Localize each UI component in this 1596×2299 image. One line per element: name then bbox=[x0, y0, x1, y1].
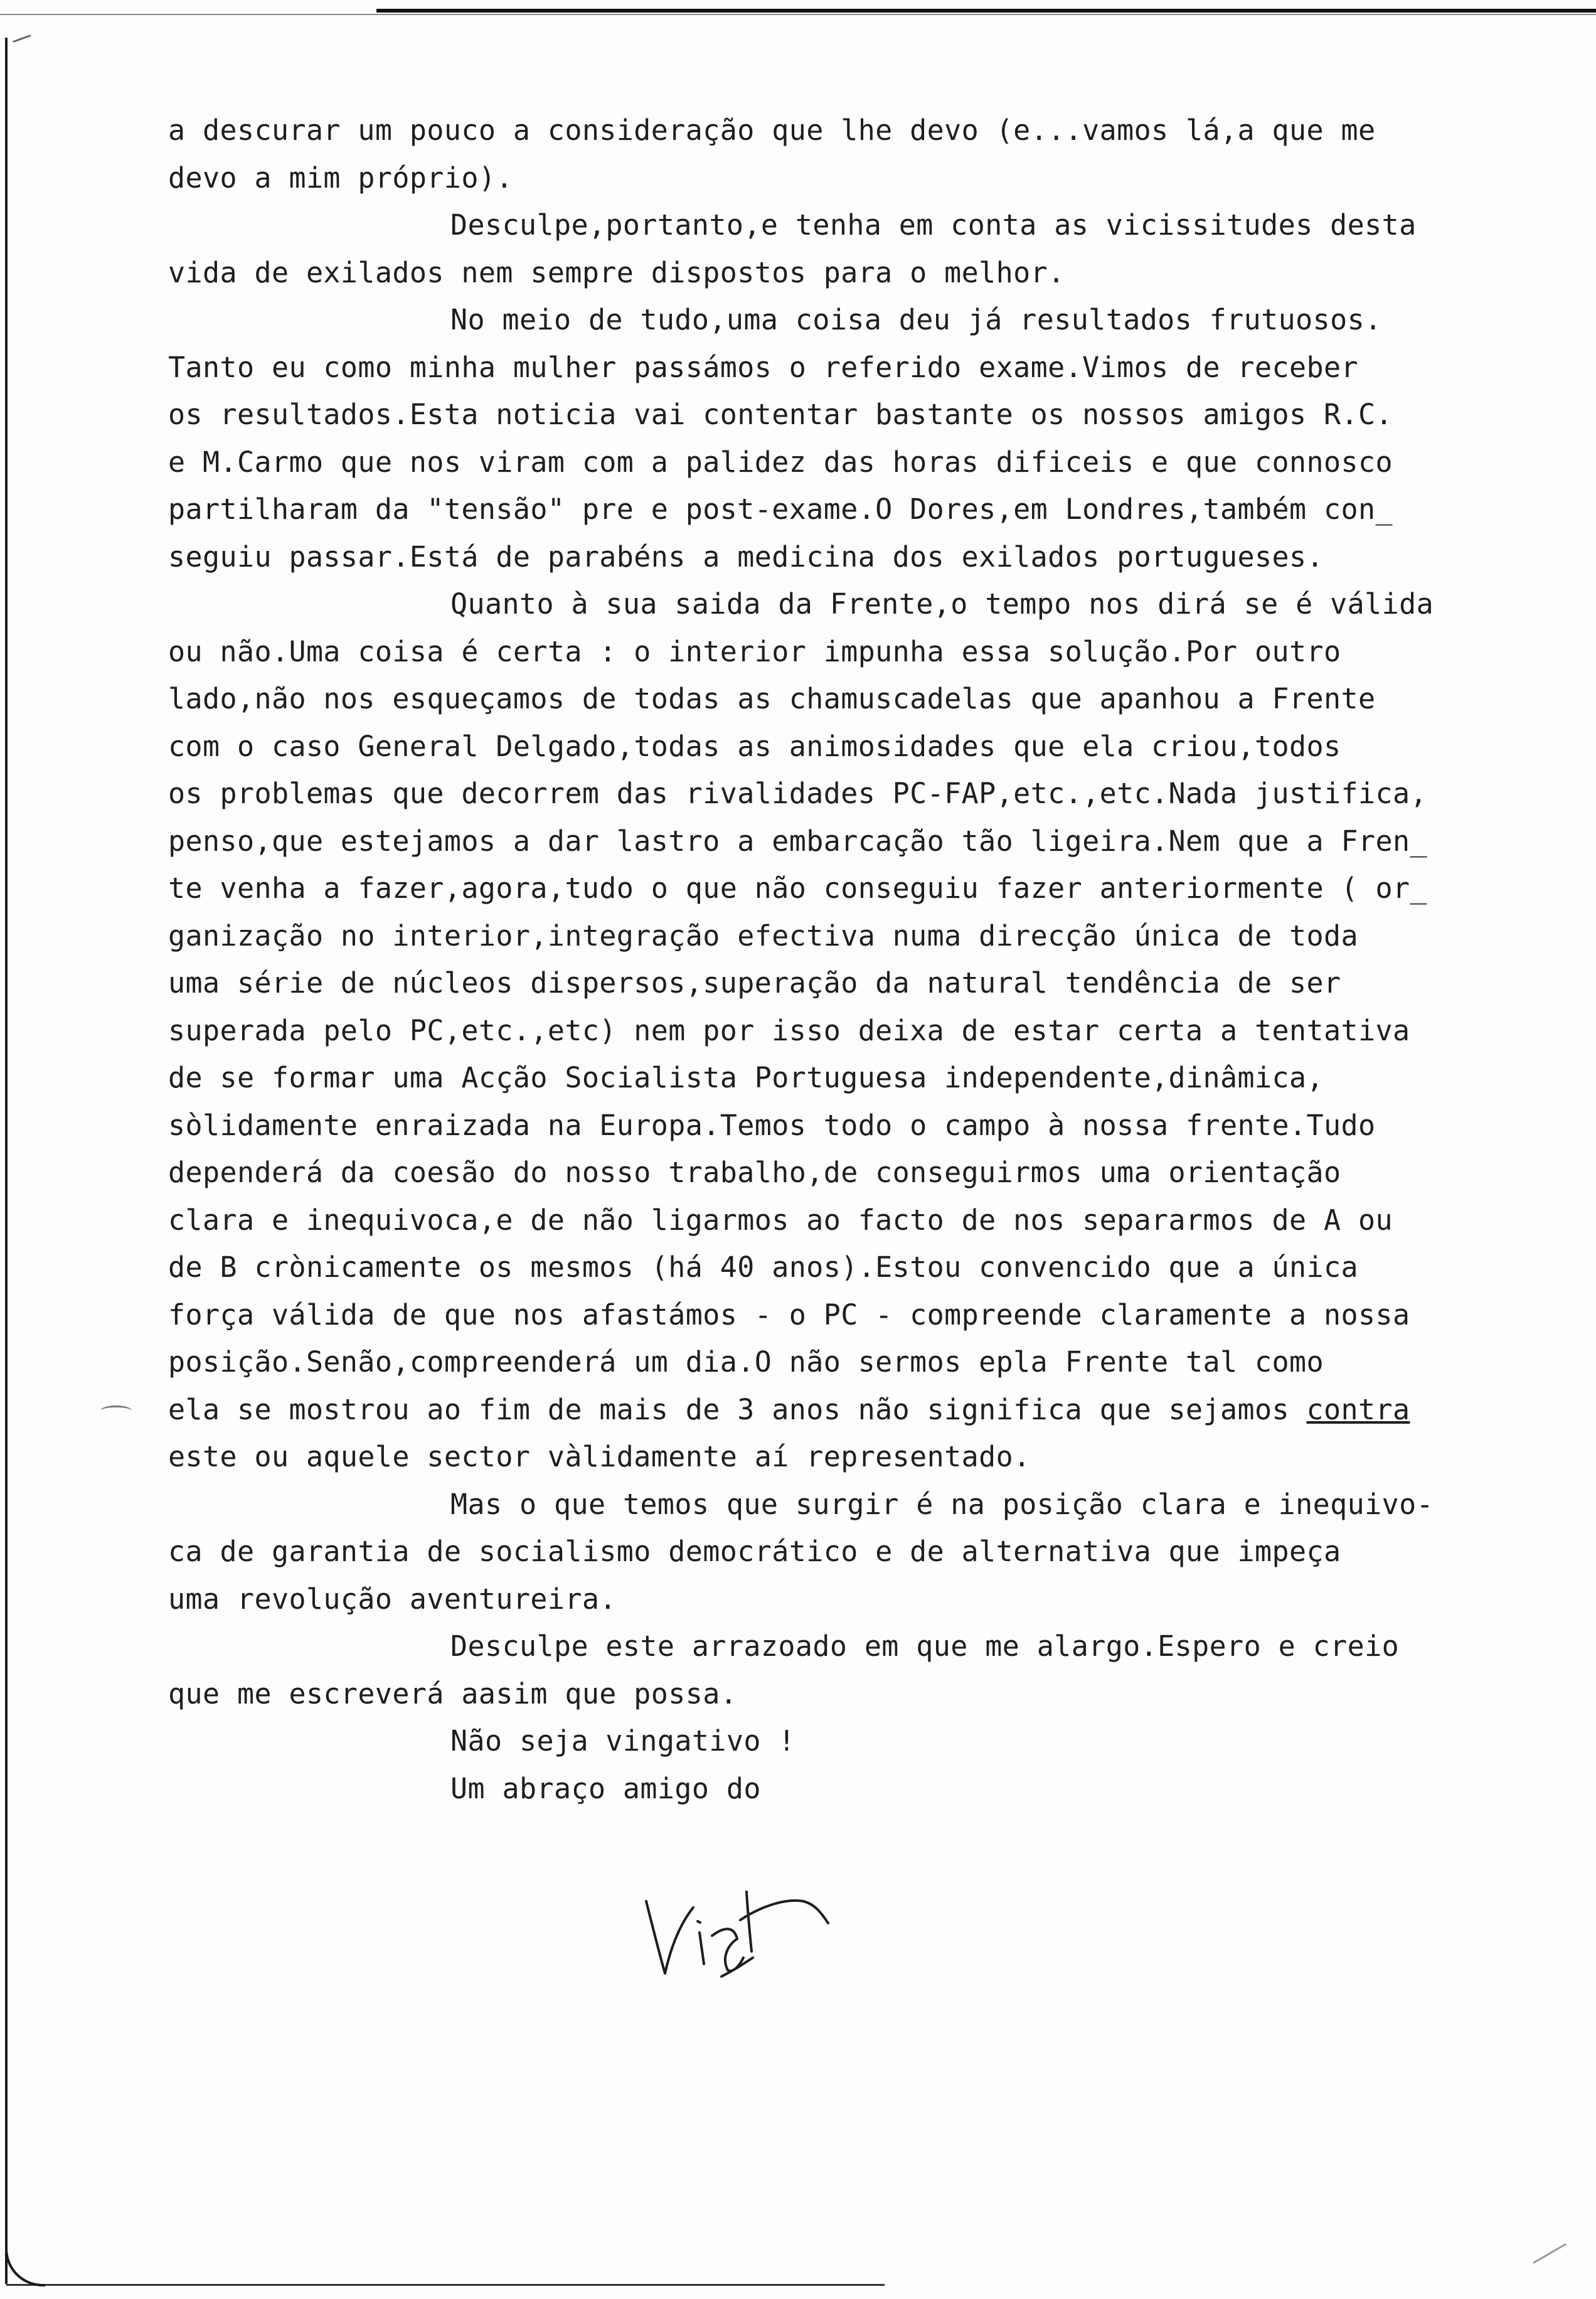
scan-mark bbox=[13, 35, 31, 43]
letter-line: ca de garantia de socialismo democrático e de alternativa que impeça bbox=[168, 1535, 1341, 1568]
closing-line: Não seja vingativo ! bbox=[450, 1724, 795, 1758]
letter-line: os problemas que decorrem das rivalidades PC-FAP,etc.,etc.Nada justifica, bbox=[168, 777, 1427, 810]
scan-mark bbox=[100, 1406, 132, 1416]
letter-line: Desculpe,portanto,e tenha em conta as vicissitudes desta bbox=[450, 208, 1417, 242]
letter-line: de se formar uma Acção Socialista Portuguesa independente,dinâmica, bbox=[168, 1061, 1324, 1094]
letter-line: vida de exilados nem sempre dispostos para o melhor. bbox=[168, 255, 1065, 289]
underlined-word: contra bbox=[1306, 1392, 1410, 1426]
letter-line: uma série de núcleos dispersos,superação da natural tendência de ser bbox=[168, 966, 1341, 1000]
letter-line: partilharam da "tensão" pre e post-exame.O Dores,em Londres,também con_ bbox=[168, 493, 1393, 526]
closing-line: Um abraço amigo do bbox=[450, 1771, 761, 1805]
letter-line: posição.Senão,compreenderá um dia.O não sermos epla Frente tal como bbox=[168, 1345, 1324, 1379]
letter-line: com o caso General Delgado,todas as animosidades que ela criou,todos bbox=[168, 729, 1341, 763]
letter-line: que me escreverá aasim que possa. bbox=[168, 1677, 738, 1710]
letter-line: uma revolução aventureira. bbox=[168, 1582, 617, 1616]
letter-line: te venha a fazer,agora,tudo o que não conseguiu fazer anteriormente ( or_ bbox=[168, 872, 1427, 905]
letter-line: este ou aquele sector vàlidamente aí representado. bbox=[168, 1440, 1031, 1473]
letter-line-with-underline bbox=[168, 1386, 1561, 1434]
letter-line: devo a mim próprio). bbox=[168, 161, 513, 195]
scan-edge-corner bbox=[5, 2234, 45, 2286]
letter-line: e M.Carmo que nos viram com a palidez das horas dificeis e que connosco bbox=[168, 445, 1393, 479]
letter-line: Mas o que temos que surgir é na posição clara e inequivo- bbox=[450, 1487, 1434, 1521]
letter-line: seguiu passar.Está de parabéns a medicina dos exilados portugueses. bbox=[168, 540, 1324, 573]
letter-line: clara e inequivoca,e de não ligarmos ao facto de nos separarmos de A ou bbox=[168, 1203, 1393, 1237]
letter-line: Tanto eu como minha mulher passámos o referido exame.Vimos de receber bbox=[168, 350, 1358, 384]
letter-line: força válida de que nos afastámos - o PC - compreende claramente a nossa bbox=[168, 1298, 1410, 1331]
letter-line: a descurar um pouco a consideração que lhe devo (e...vamos lá,a que me bbox=[168, 114, 1376, 147]
handwritten-signature bbox=[634, 1864, 841, 1989]
letter-line: Quanto à sua saida da Frente,o tempo nos dirá se é válida bbox=[450, 587, 1434, 621]
letter-body bbox=[168, 107, 1561, 1812]
letter-line: Desculpe este arrazoado em que me alargo.Espero e creio bbox=[450, 1630, 1400, 1663]
letter-line: No meio de tudo,uma coisa deu já resultados frutuosos. bbox=[450, 303, 1382, 336]
letter-line: superada pelo PC,etc.,etc) nem por isso deixa de estar certa a tentativa bbox=[168, 1013, 1410, 1047]
scan-edge-top-thin bbox=[0, 14, 1596, 15]
scan-edge-bottom bbox=[6, 2284, 885, 2286]
letter-line: sòlidamente enraizada na Europa.Temos todo o campo à nossa frente.Tudo bbox=[168, 1108, 1376, 1142]
letter-line: lado,não nos esqueçamos de todas as chamuscadelas que apanhou a Frente bbox=[168, 682, 1376, 715]
letter-line: de B crònicamente os mesmos (há 40 anos).Estou convencido que a única bbox=[168, 1251, 1358, 1284]
letter-line: ganização no interior,integração efectiva numa direcção única de toda bbox=[168, 919, 1358, 952]
letter-line: penso,que estejamos a dar lastro a embarcação tão ligeira.Nem que a Fren_ bbox=[168, 824, 1427, 858]
letter-line-text: ela se mostrou ao fim de mais de 3 anos não significa que sejamos bbox=[168, 1392, 1307, 1426]
scan-mark bbox=[1533, 2243, 1566, 2264]
scan-edge-top bbox=[376, 9, 1596, 13]
scan-edge-left bbox=[5, 38, 8, 2284]
letter-line: dependerá da coesão do nosso trabalho,de conseguirmos uma orientação bbox=[168, 1156, 1341, 1189]
letter-line: ou não.Uma coisa é certa : o interior impunha essa solução.Por outro bbox=[168, 634, 1341, 668]
letter-line: os resultados.Esta noticia vai contentar bastante os nossos amigos R.C. bbox=[168, 398, 1393, 431]
